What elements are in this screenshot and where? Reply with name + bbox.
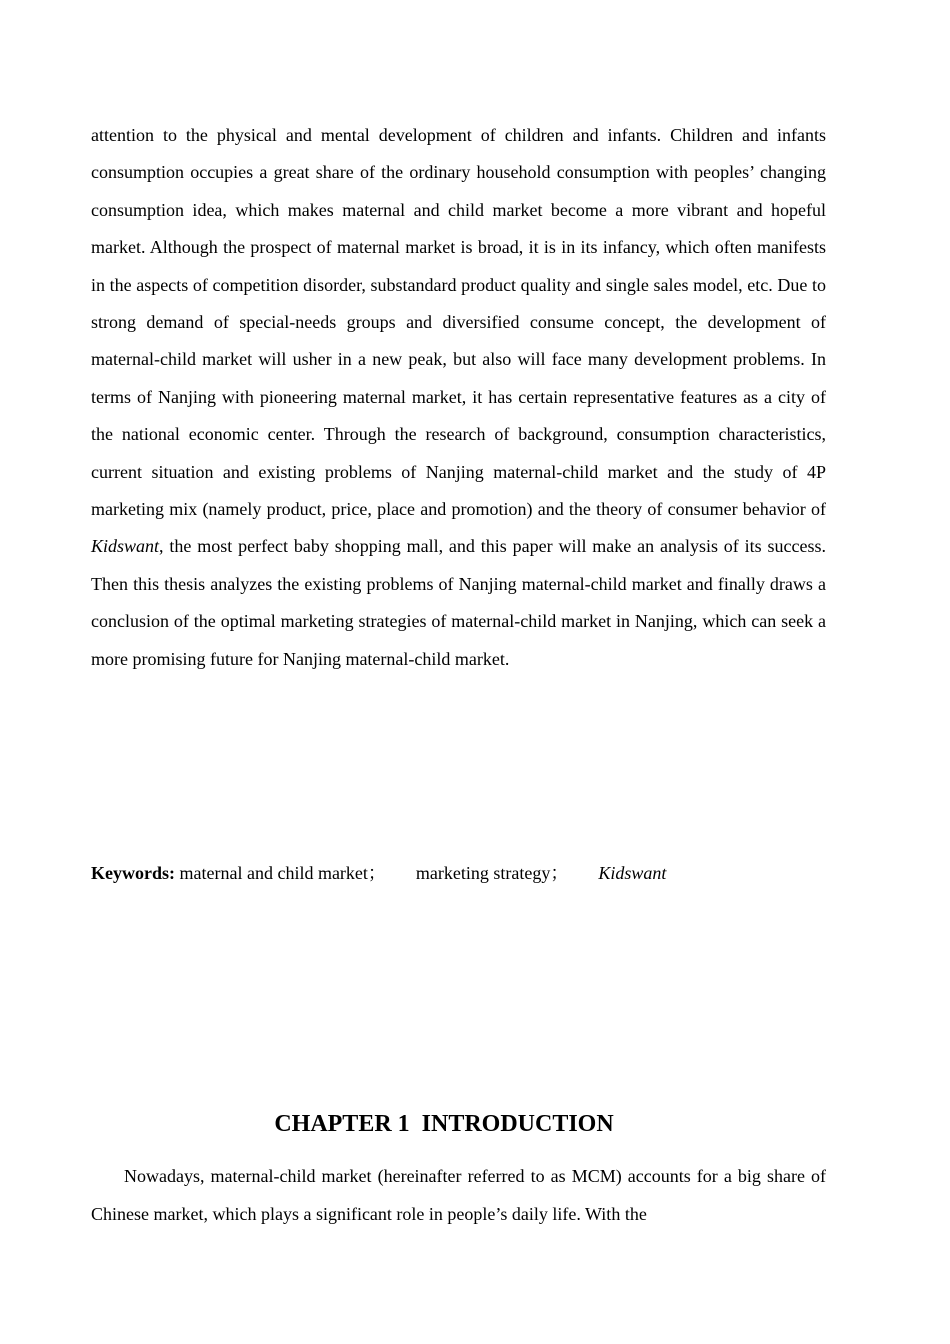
keywords-line — [91, 855, 826, 892]
abstract-paragraph — [91, 117, 826, 678]
keyword-item-1: maternal and child market； — [179, 863, 386, 883]
keyword-item-2: marketing strategy； — [415, 863, 569, 883]
keyword-item-3: Kidswant — [598, 863, 667, 883]
abstract-text-part-2: , the most perfect baby shopping mall, and this paper will make an analysis of its success. Then this thesis analyzes the existing problems of Nanjing maternal-child market and finally draws a conclusion of the optimal marketing strategies of maternal-child market in Nanjing, which can seek a more promising future for Nanjing maternal-child market. — [91, 536, 826, 669]
chapter-title: CHAPTER 1 INTRODUCTION — [274, 1111, 614, 1137]
intro-paragraph: Nowadays, maternal-child market (hereinafter referred to as MCM) accounts for a big share of Chinese market, which plays a significant role in people’s daily life. With the — [91, 1166, 826, 1224]
abstract-italic-kidswant: Kidswant — [91, 536, 160, 557]
keywords-label: Keywords: — [91, 863, 175, 883]
abstract-text-part-1: attention to the physical and mental development of children and infants. Children and infants consumption occupies a great share of the ordinary household consumption with peoples’ changing consumption idea, which makes maternal and child market become a more vibrant and hopeful market. Although the prospect of maternal market is broad, it is in its infancy, which often manifests in the aspects of competition disorder, substandard product quality and single sales model, etc. Due to strong demand of special-needs groups and diversified consume concept, the development of maternal-child market will usher in a new peak, but also will face many development problems. In terms of Nanjing with pioneering maternal market, it has certain representative features as a city of the national economic center. Through the research of background, consumption characteristics, current situation and existing problems of Nanjing maternal-child market and the study of 4P marketing mix (namely product, price, place and promotion) and the theory of consumer behavior of — [91, 125, 826, 520]
